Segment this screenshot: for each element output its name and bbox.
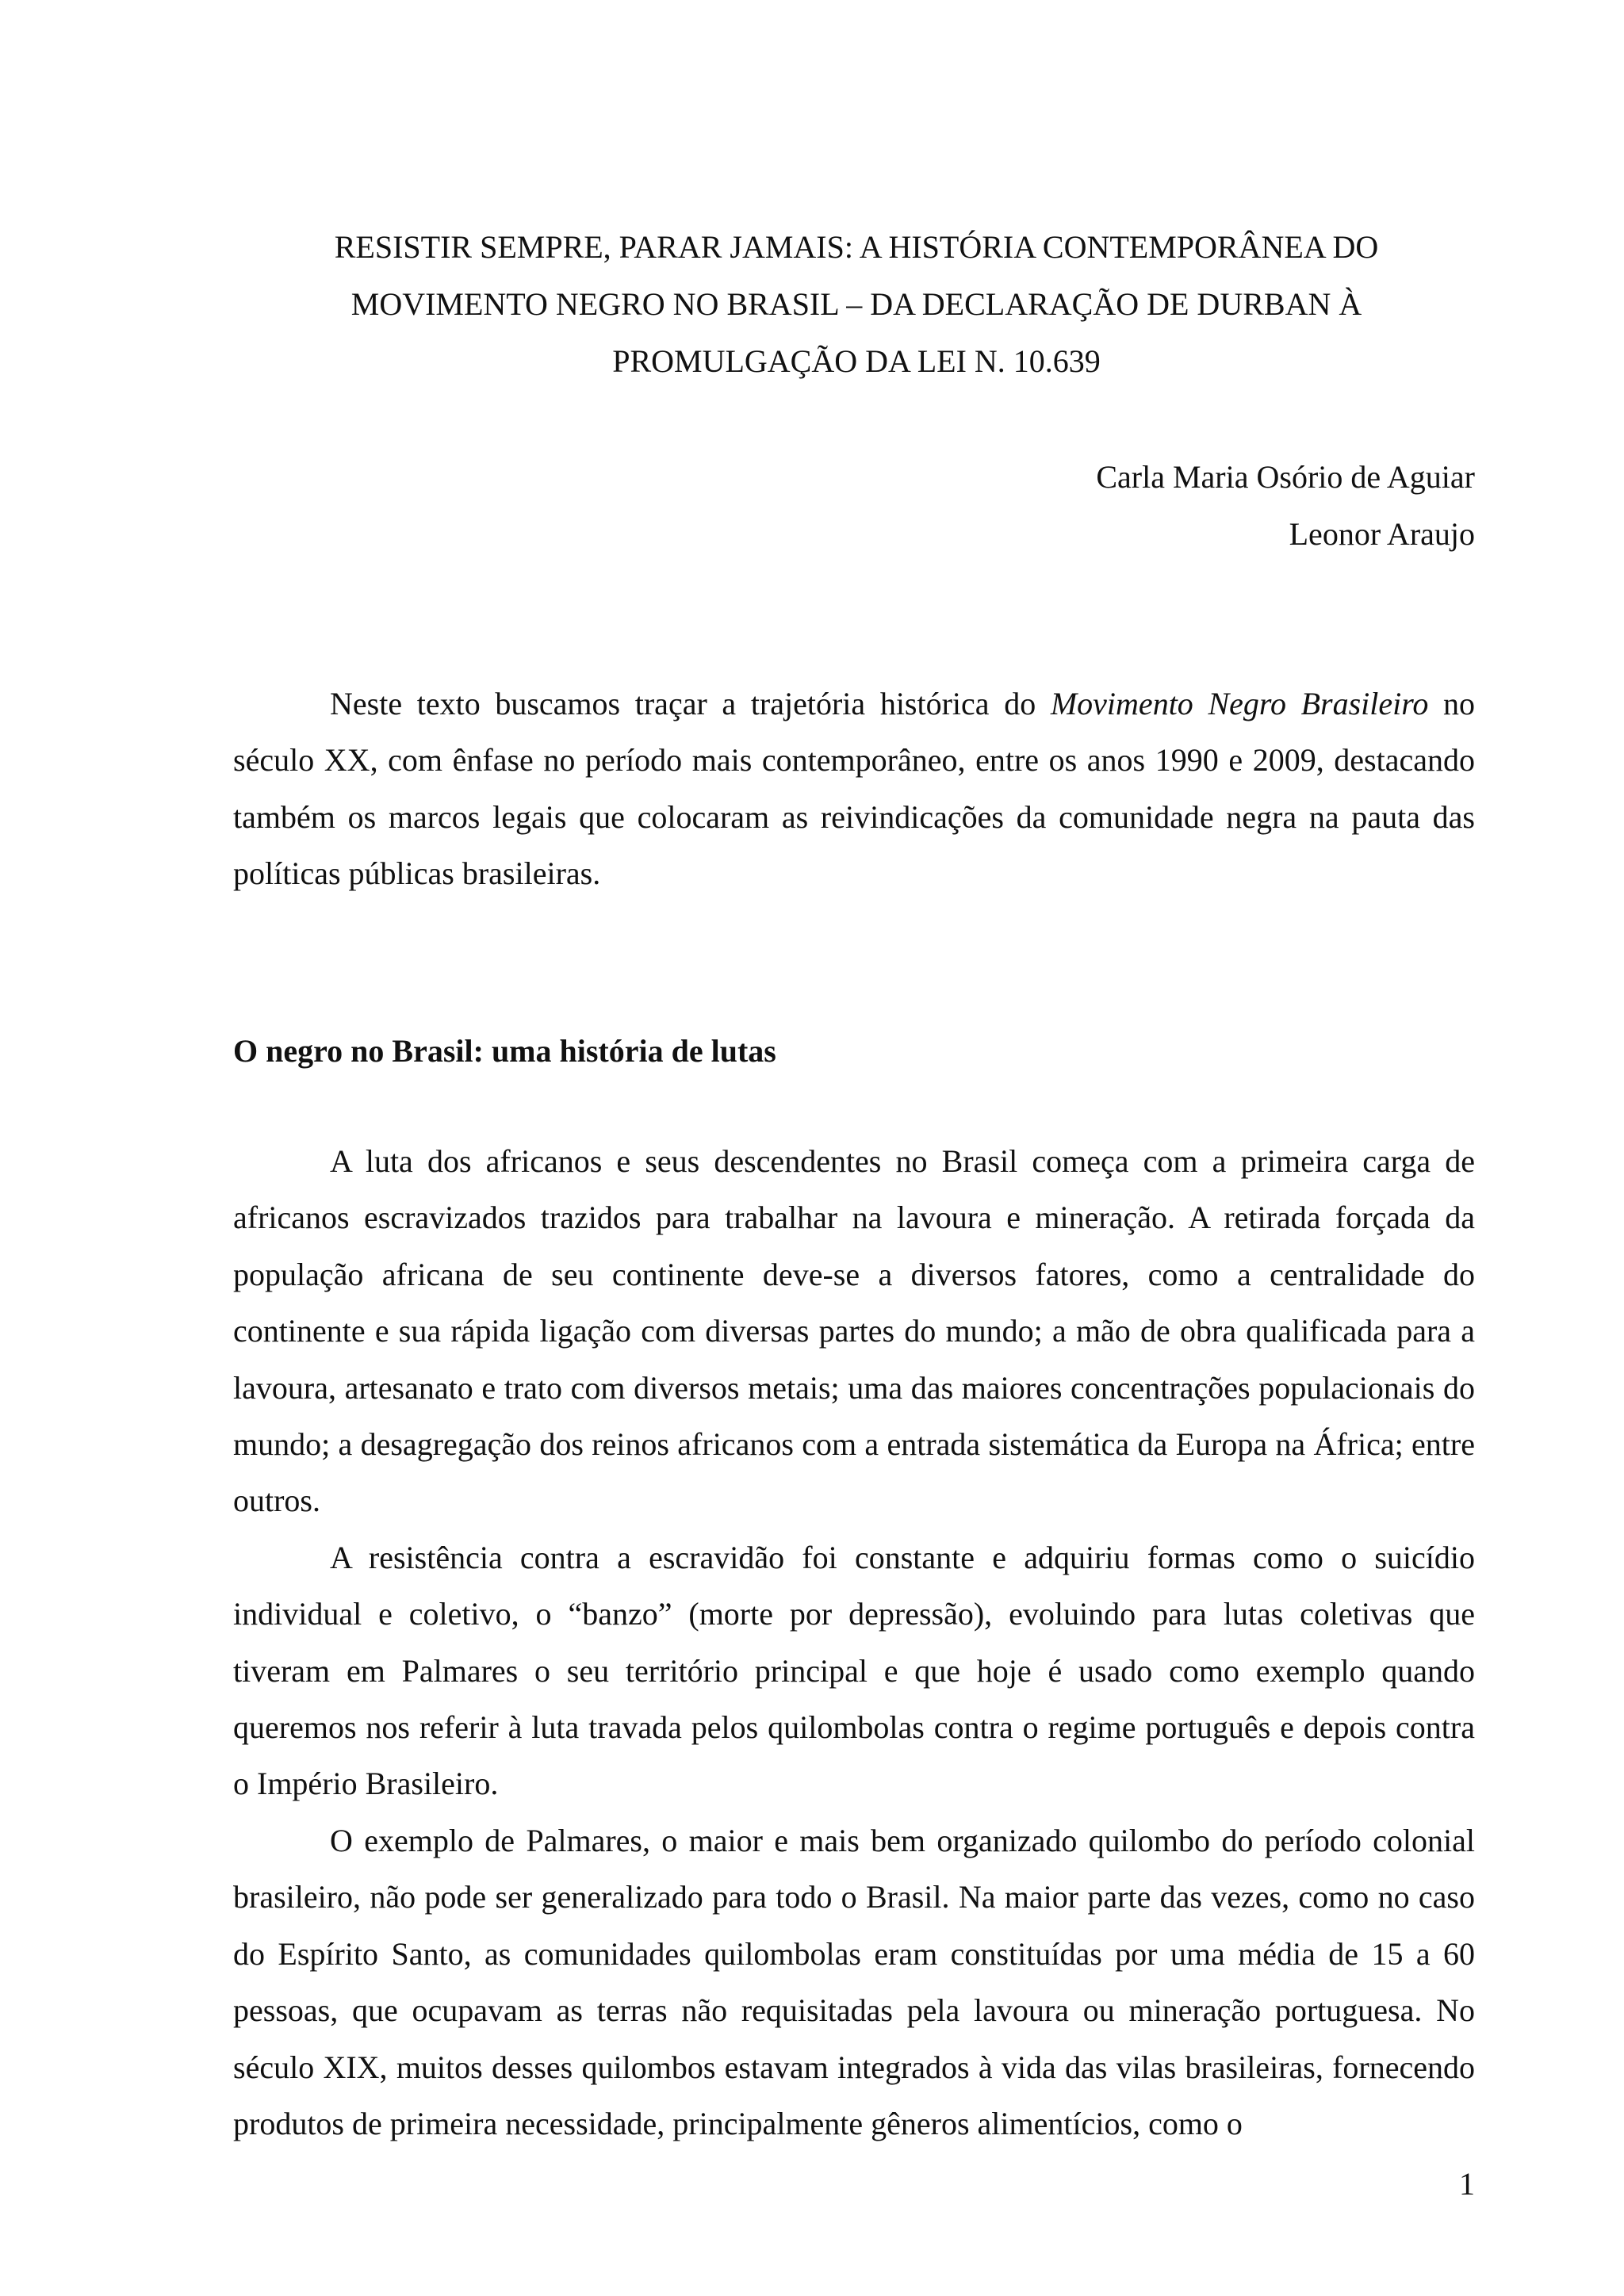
title-line-3: PROMULGAÇÃO DA LEI N. 10.639: [612, 343, 1101, 379]
author-name-1: Carla Maria Osório de Aguiar: [1096, 459, 1475, 495]
title-line-1: RESISTIR SEMPRE, PARAR JAMAIS: A HISTÓRIA CONTEMPORÂNEA DO: [334, 229, 1379, 265]
body-paragraph-2: A resistência contra a escravidão foi constante e adquiriu formas como o suicídio individual e coletivo, o “banzo” (morte por depressão), evoluindo para lutas coletivas que tiveram em Palmares o seu território principal e que hoje é usado como exemplo quando queremos nos referir à luta travada pelos quilombolas contra o regime português e depois contra o Império Brasileiro.: [233, 1539, 1475, 1802]
document-title: [293, 219, 1419, 390]
page-number: 1: [1459, 2166, 1475, 2202]
body-paragraph-1: A luta dos africanos e seus descendentes no Brasil começa com a primeira carga de africanos escravizados trazidos para trabalhar na lavoura e mineração. A retirada forçada da população africana de seu continente deve-se a diversos fatores, como a centralidade do continente e sua rápida ligação com diversas partes do mundo; a mão de obra qualificada para a lavoura, artesanato e trato com diversos metais; uma das maiores concentrações populacionais do mundo; a desagregação dos reinos africanos com a entrada sistemática da Europa na África; entre outros.: [233, 1143, 1475, 1519]
abstract: [233, 675, 1475, 902]
abstract-text-end: no século XX, com ênfase no período mais contemporâneo, entre os anos 1990 e 2009, destacando também os marcos legais que colocaram as reivindicações da comunidade negra na pauta das políticas públicas brasileiras.: [233, 686, 1476, 892]
title-line-2: MOVIMENTO NEGRO NO BRASIL – DA DECLARAÇÃO DE DURBAN À: [350, 286, 1362, 322]
author-list: [1096, 449, 1475, 563]
section-heading: O negro no Brasil: uma história de lutas: [233, 1033, 776, 1069]
abstract-italic-term: Movimento Negro Brasileiro: [1050, 686, 1429, 721]
section-body: [233, 1133, 1475, 2152]
author-name-2: Leonor Araujo: [1289, 516, 1475, 552]
body-paragraph-3: O exemplo de Palmares, o maior e mais bem organizado quilombo do período colonial brasileiro, não pode ser generalizado para todo o Brasil. Na maior parte das vezes, como no caso do Espírito Santo, as comunidades quilombolas eram constituídas por uma média de 15 a 60 pessoas, que ocupavam as terras não requisitadas pela lavoura ou mineração portuguesa. No século XIX, muitos desses quilombos estavam integrados à vida das vilas brasileiras, fornecendo produtos de primeira necessidade, principalmente gêneros alimentícios, como o: [233, 1822, 1475, 2141]
abstract-paragraph: [233, 675, 1475, 902]
abstract-text-start: Neste texto buscamos traçar a trajetória histórica do: [330, 686, 1051, 721]
